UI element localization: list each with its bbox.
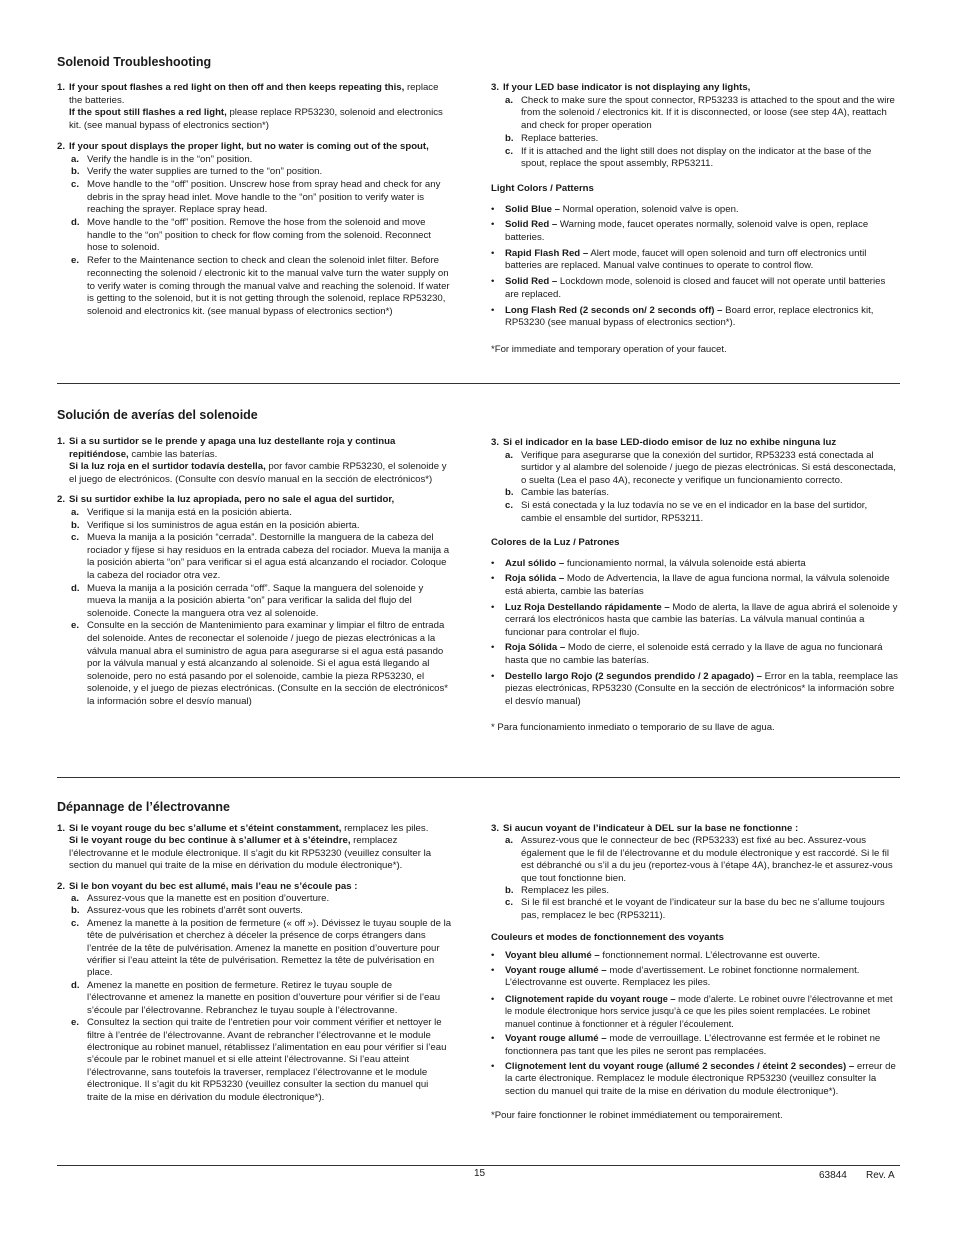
bullet-item: • Roja sólida – Modo de Advertencia, la llave de agua funciona normal, la válvula solenoide está abierta, cambie las baterías [491, 573, 890, 597]
light-colors-title: Light Colors / Patterns [491, 182, 594, 194]
sub-d: d. Amenez la manette en position de fermeture. Retirez le tuyau souple de l’électrovanne et amenez la manette en position d’ouverture pour vérifier si de l’eau s’écoule par l’électrovanne. Rebranchez le tuyau souple à l’électrovanne. [71, 979, 441, 1016]
light-colors-title: Couleurs et modes de fonctionnement des voyants [491, 932, 724, 944]
right-column [491, 82, 899, 357]
item-1: 1. Si le voyant rouge du bec s’allume et s’éteint constamment, remplacez les piles. Si le voyant rouge du bec continue à s’allumer et à s’éteindre, remplacez l’électrovanne et le module électronique. Il s’agit du kit RP53230 (veuillez consulter la section du manuel qui traite de la mise en dérivation du module électronique*). [57, 823, 432, 872]
sub-a: a. Verify the handle is in the “on” position. [71, 153, 253, 165]
bullet-item: • Destello largo Rojo (2 segundos prendido / 2 apagado) – Error en la tabla, reemplace las piezas electrónicas, RP53230 (Consulte en la sección de electrónicos* la información sobre el desvío manual) [491, 670, 898, 707]
divider [57, 383, 900, 384]
bullet-item: • Voyant rouge allumé – mode de verrouillage. L’électrovanne est fermée et le robinet ne fonctionnera pas tant que les piles ne seront pas remplacées. [491, 1033, 881, 1057]
item-1: 1. Si a su surtidor se le prende y apaga una luz destellante roja y continua repitiéndose, cambie las baterías. Si la luz roja en el surtidor todavía destella, por favor cambie RP53230, el solenoide y el juego de electrónicos. (Consulte con desvío manual en la sección de electrónicos*) [57, 436, 447, 485]
section-title: Dépannage de l’électrovanne [57, 800, 230, 814]
sub-e: e. Refer to the Maintenance section to check and clean the solenoid inlet filter. Before reconnecting the solenoid / electronic kit to the manual valve turn the water supply on to verify water is coming through the manual valve and reaching the solenoid. If water is getting to the solenoid, but it is not getting through the solenoid, replace RP53230, solenoid and electronics kit. (see manual bypass of electronics section*) [71, 255, 450, 317]
sub-a: a. Verifique para asegurarse que la conexión del surtidor, RP53233 está conectada al surtidor y al alambre del solenoide / juego de piezas electrónicas. Si está desconectada, o suelta (Lea el paso 4A), reconecte y verifique un funcionamiento correcto. [505, 449, 896, 486]
revision: Rev. A [866, 1170, 895, 1181]
divider [57, 777, 900, 778]
bullet-item: • Solid Red – Warning mode, faucet operates normally, solenoid valve is open, replace batteries. [491, 219, 869, 244]
bullet-item: • Luz Roja Destellando rápidamente – Modo de alerta, la llave de agua abrirá el solenoide y cerrará los electrónicos hasta que cambie las baterías. La válvula manual continúa a funcionar para controlar el flujo. [491, 601, 898, 638]
sub-b: b. Remplacez les piles. [505, 885, 609, 897]
sub-e: e. Consultez la section qui traite de l’entretien pour voir comment vérifier et nettoyer le filtre à l’entrée de l’électrovanne. Avant de rebrancher l’électrovanne et le module électronique au robinet manuel, rétablissez l’alimentation en eau pour vérifier si l’eau s’écoule par le robinet manuel et si elle atteint l’électrovanne. Si l’eau atteint l’électrovanne, sans toutefois la traverser, remplacez l’électrovanne et le module électronique. Il s’agit du kit RP53230 (veuillez consulter la section du manuel qui traite de la mise en dérivation du module électronique*). [71, 1017, 447, 1103]
footnote: *For immediate and temporary operation of your faucet. [491, 343, 727, 355]
light-colors-title: Colores de la Luz / Patrones [491, 537, 620, 549]
sub-c: c. Mueva la manija a la posición “cerrada”. Destornille la manguera de la cabeza del rociador y fíjese si hay residuos en la entrada cabeza del rociador. Mueva la manija a la posición abierta “on” para verificar si el agua está alcanzando el rociador. Coloque la cabeza del rociador otra vez. [71, 532, 450, 581]
bullet-item: • Voyant rouge allumé – mode d’avertissement. Le robinet fonctionne normalement. L’électrovanne est ouverte. Remplacez les piles. [491, 965, 860, 989]
sub-c: c. Amenez la manette à la position de fermeture (« off »). Dévissez le tuyau souple de la tête de pulvérisation et cherchez à déceler la présence de corps étrangers dans l’entrée de la tête de pulvérisation. Amenez la manette en position d’ouverture pour vérifier si l’eau atteint la tête de pulvérisation. Remettez la tête de pulvérisation en place. [71, 917, 452, 979]
right-column [491, 823, 899, 1123]
left-column [57, 82, 452, 327]
item-3: 3. Si el indicador en la base LED-diodo emisor de luz no exhibe ninguna luz a. Verifique para asegurarse que la conexión del surtidor, RP53233 está conectada al surtidor y al alambre del solenoide / juego de piezas electrónicas. Si está desconectada, o suelta (Lea el paso 4A), reconecte y verifique un funcionamiento correcto. b. Cambie las baterías. c. Si está conectada y la luz todavía no se ve en el indicador en la base del surtidor, cambie el ensamble del surtidor, RP53211. [491, 437, 899, 525]
bullet-item: • Voyant bleu allumé – fonctionnement normal. L’électrovanne est ouverte. [491, 949, 820, 961]
bullet-item: • Azul sólido – funcionamiento normal, la válvula solenoide está abierta [491, 557, 806, 569]
item-2: 2. If your spout displays the proper light, but no water is coming out of the spout, a. Verify the handle is in the “on” position. b. Verify the water supplies are turned to the “on” position. c. Move handle to the “off” position. Unscrew hose from spray head and check for any debris in the spray head inlet. Move handle to the “on” position to verify water is reaching the sprayer. Replace spray head. d. Move handle to the “off” position. Remove the hose from the solenoid and move handle to the “on” position to check for flow coming from the solenoid. Reconnect hose to solenoid. e. Refer to the Maintenance section to check and clean the solenoid inlet filter. Before reconnecting the solenoid / electronic kit to the manual valve turn the water supply on to verify water is coming through the manual valve and reaching the solenoid. If water is getting to the solenoid, but it is not getting through the solenoid, replace RP53230, solenoid and electronics kit. (see manual bypass of electronics section*) [57, 141, 452, 319]
bullet-item: • Long Flash Red (2 seconds on/ 2 seconds off) – Board error, replace electronics kit, RP53230 (see manual bypass of electronics section*). [491, 304, 874, 329]
sub-a: a. Verifique si la manija está en la posición abierta. [71, 506, 292, 518]
bullet-item: • Solid Blue – Normal operation, solenoid valve is open. [491, 203, 739, 215]
sub-d: d. Mueva la manija a la posición cerrada “off”. Saque la manguera del solenoide y mueva la manija a la posición abierta “on” para verificar la salida del flujo del solenoide. Conecte la manguera otra vez al solenoide. [71, 582, 424, 619]
left-column [57, 436, 452, 716]
sub-c: c. Move handle to the “off” position. Unscrew hose from spray head and check for any debris in the spray head inlet. Move handle to the “on” position to verify water is reaching the sprayer. Replace spray head. [71, 178, 441, 216]
item-3: 3. Si aucun voyant de l’indicateur à DEL sur la base ne fonctionne : a. Assurez-vous que le connecteur de bec (RP53233) est fixé au bec. Assurez-vous également que le fil de l’électrovanne et du module électronique y est raccordé. Si le fil est débranché ou s’il a du jeu (reportez-vous à l’étape 4A), branchez-le et assurez-vous que tout fonctionne bien. b. Remplacez les piles. c. Si le fil est branché et le voyant de l’indicateur sur la base du bec ne s’allume toujours pas, remplacez le bec (RP53211). [491, 823, 899, 922]
item-2: 2. Si su surtidor exhibe la luz apropiada, pero no sale el agua del surtidor, a. Verifique si la manija está en la posición abierta. b. Verifique si los suministros de agua están en la posición abierta. c. Mueva la manija a la posición “cerrada”. Destornille la manguera de la cabeza del rociador y fíjese si hay residuos en la entrada cabeza del rociador. Mueva la manija a la posición abierta “on” para verificar si el agua está alcanzando el rociador. Coloque la cabeza del rociador otra vez. d. Mueva la manija a la posición cerrada “off”. Saque la manguera del solenoide y mueva la manija a la posición abierta “on” para verificar la salida del flujo del solenoide. Conecte la manguera otra vez al solenoide. e. Consulte en la sección de Mantenimiento para examinar y limpiar el filtro de entrada del solenoide. Antes de reconectar el solenoide / juego de piezas electrónicas a la válvula manual abra el suministro de agua para asegurarse si el agua está pasando por la válvula manual y está alcanzando al solenoide. Si el agua está llegando al solenoide, pero no está pasando por el solenoide, cambie la pieza RP53230, el solenoide, y el juego de piezas electrónicas. (Consulte en la sección de electrónicos* la información sobre el desvío manual) [57, 494, 452, 708]
sub-b: b. Cambie las baterías. [505, 487, 609, 499]
bullet-item: • Clignotement lent du voyant rouge (allumé 2 secondes / éteint 2 secondes) – erreur de la carte électronique. Remplacez le module électronique RP53230 (veuillez consulter la section du manuel qui traite de la mise en dérivation du module électronique*). [491, 1060, 896, 1097]
sub-b: b. Replace batteries. [505, 132, 599, 144]
section-title: Solución de averías del solenoide [57, 408, 258, 422]
item-3: 3. If your LED base indicator is not displaying any lights, a. Check to make sure the spout connector, RP53233 is attached to the spout and the wire from the solenoid / electronics kit. If it is disconnected, or loose (see step 4A), reattach and check for proper operation b. Replace batteries. c. If it is attached and the light still does not display on the indicator at the base of the spout, replace the spout assembly, RP53211. [491, 82, 899, 171]
bullet-item: • Solid Red – Lockdown mode, solenoid is closed and faucet will not operate until batteries are replaced. [491, 276, 886, 300]
sub-c: c. Si está conectada y la luz todavía no se ve en el indicador en la base del surtidor, cambie el ensamble del surtidor, RP53211. [505, 499, 868, 524]
bullet-item: • Roja Sólida – Modo de cierre, el solenoide está cerrado y la llave de agua no funcionará hasta que no cambie las baterías. [491, 642, 883, 666]
item-1: 1. If your spout flashes a red light on then off and then keeps repeating this, replace the batteries. If the spout still flashes a red light, please replace RP53230, solenoid and electronics kit. (see manual bypass of electronics section*) [57, 82, 443, 132]
sub-e: e. Consulte en la sección de Mantenimiento para examinar y limpiar el filtro de entrada del solenoide. Antes de reconectar el solenoide / juego de piezas electrónicas a la válvula manual abra el suministro de agua para asegurarse si el agua está pasando por la válvula manual y está alcanzando al solenoide. Si el agua está llegando al solenoide, pero no está pasando por el solenoide, cambie la pieza RP53230, el solenoide, y el juego de piezas electrónicas. (Consulte en la sección de electrónicos* la información sobre el desvío manual) [71, 620, 449, 707]
sub-c: c. Si le fil est branché et le voyant de l’indicateur sur la base du bec ne s’allume toujours pas, remplacez le bec (RP53211). [505, 897, 885, 921]
bullet-item: • Clignotement rapide du voyant rouge – mode d’alerte. Le robinet ouvre l’électrovanne et met le module électronique hors service jusqu’à ce que les piles soient remplacées. Le robinet manuel continue à fonctionner et à réguler l’écoulement. [491, 993, 893, 1029]
sub-a: a. Check to make sure the spout connector, RP53233 is attached to the spout and the wire from the solenoid / electronics kit. If it is disconnected, or loose (see step 4A), reattach and check for proper operation [505, 94, 895, 132]
left-column [57, 823, 452, 1112]
doc-number: 63844 [819, 1170, 847, 1181]
page-number: 15 [474, 1168, 486, 1179]
bullet-item: • Rapid Flash Red – Alert mode, faucet will open solenoid and turn off electronics until batteries are replaced. Manual valve continues to operate to control flow. [491, 247, 867, 272]
sub-d: d. Move handle to the “off” position. Remove the hose from the solenoid and move handle to the “on” position to check for flow coming from the solenoid. Reconnect hose to solenoid. [71, 217, 431, 254]
section-title: Solenoid Troubleshooting [57, 55, 212, 69]
sub-b: b. Verifique si los suministros de agua están en la posición abierta. [71, 519, 360, 531]
sub-a: a. Assurez-vous que la manette est en position d’ouverture. [71, 893, 330, 905]
footnote: * Para funcionamiento inmediato o temporario de su llave de agua. [491, 722, 775, 734]
divider [57, 1165, 900, 1166]
sub-a: a. Assurez-vous que le connecteur de bec (RP53233) est fixé au bec. Assurez-vous également que le fil de l’électrovanne et du module électronique y est raccordé. Si le fil est débranché ou s’il a du jeu (reportez-vous à l’étape 4A), branchez-le et assurez-vous que tout fonctionne bien. [505, 835, 893, 884]
sub-c: c. If it is attached and the light still does not display on the indicator at the base of the spout, replace the spout assembly, RP53211. [505, 145, 872, 170]
item-2: 2. Si le bon voyant du bec est allumé, mais l’eau ne s’écoule pas : a. Assurez-vous que la manette est en position d’ouverture. b. Assurez-vous que les robinets d’arrêt sont ouverts. c. Amenez la manette à la position de fermeture (« off »). Dévissez le tuyau souple de la tête de pulvérisation et cherchez à déceler la présence de corps étrangers dans l’entrée de la tête de pulvérisation. Amenez la manette en position d’ouverture pour vérifier si l’eau atteint la tête de pulvérisation. Remettez la tête de pulvérisation en place. d. Amenez la manette en position de fermeture. Retirez le tuyau souple de l’électrovanne et amenez la manette en position d’ouverture pour vérifier si de l’eau s’écoule par l’électrovanne. Rebranchez le tuyau souple à l’électrovanne. e. Consultez la section qui traite de l’entretien pour voir comment vérifier et nettoyer le filtre à l’entrée de l’électrovanne. Avant de rebrancher l’électrovanne et le module électronique au robinet manuel, rétablissez l’alimentation en eau pour vérifier si l’eau s’écoule par le robinet manuel et si elle atteint l’électrovanne. Si l’eau atteint l’électrovanne, sans toutefois la traverser, remplacez l’électrovanne et le module électronique. Il s’agit du kit RP53230 (veuillez consulter la section du manuel qui traite de la mise en dérivation du module électronique*). [57, 880, 452, 1103]
right-column [491, 437, 899, 735]
sub-b: b. Verify the water supplies are turned to the “on” position. [71, 166, 323, 178]
sub-b: b. Assurez-vous que les robinets d’arrêt sont ouverts. [71, 905, 303, 917]
footnote: *Pour faire fonctionner le robinet immédiatement ou temporairement. [491, 1110, 783, 1122]
